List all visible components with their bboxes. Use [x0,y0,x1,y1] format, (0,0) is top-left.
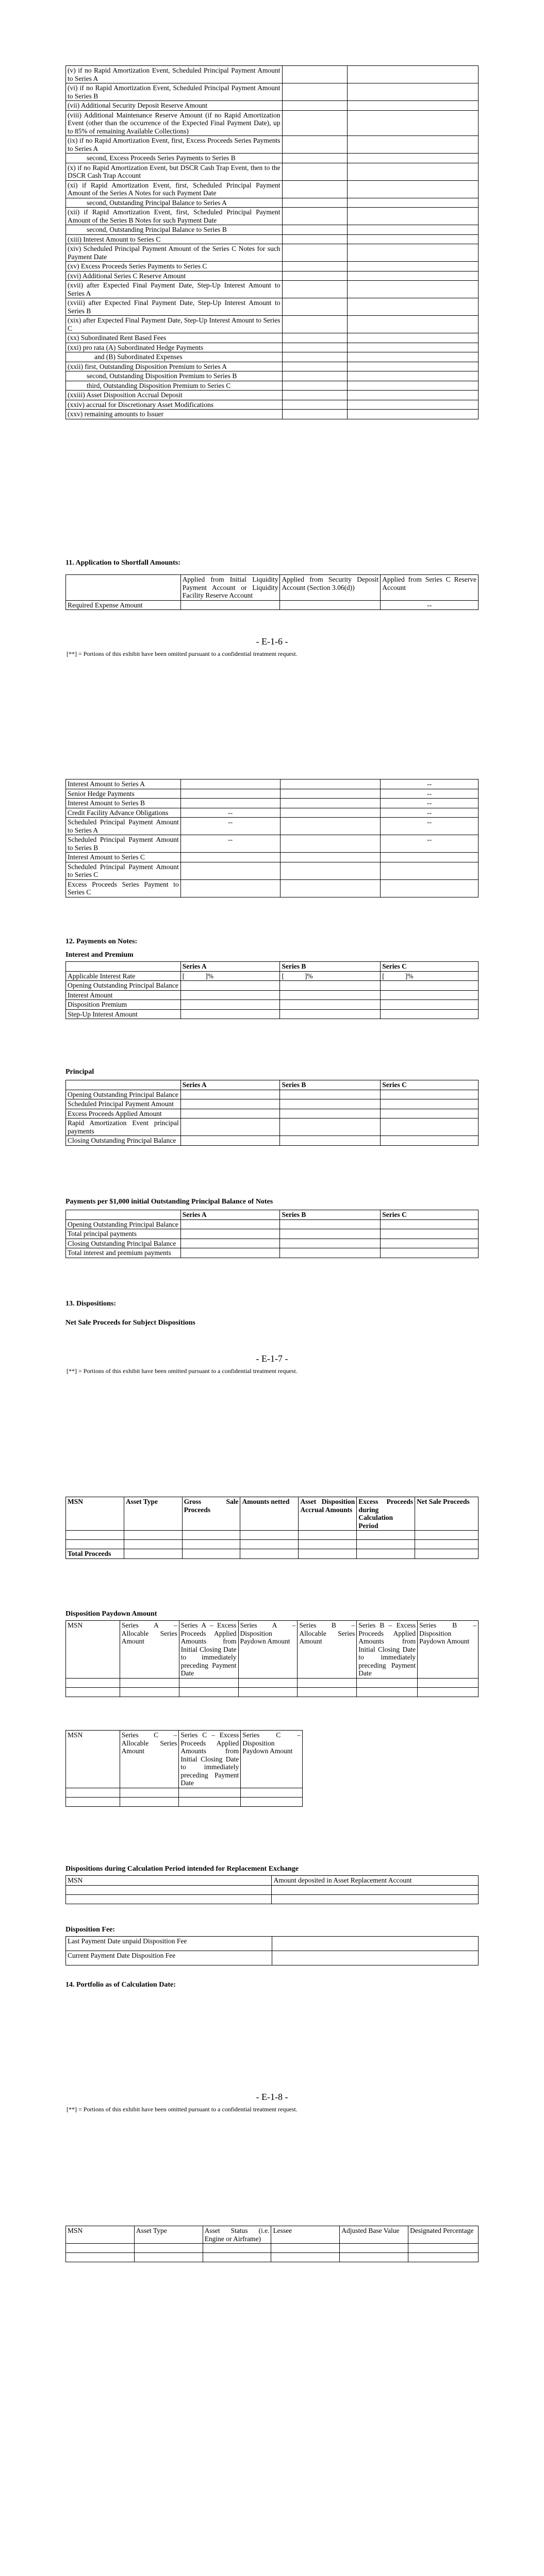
table-row: Scheduled Principal Payment Amount to Series C [66,862,479,879]
table-cell [348,225,479,235]
table-row: Total Proceeds [66,1549,479,1559]
table-row: (xvi) Additional Series C Reserve Amount [66,271,479,281]
table-cell [66,1894,272,1904]
table-cell [348,391,479,400]
table-cell [381,1219,479,1229]
table-row: MSN Amount deposited in Asset Replacement Account [66,1876,479,1886]
table-cell [282,352,348,362]
table-cell [418,1678,479,1687]
table-cell [179,1678,238,1687]
table-cell [280,862,381,879]
table-cell [179,1687,238,1697]
table-cell [180,1000,280,1010]
table-row: (xv) Excess Proceeds Series Payments to Series C [66,262,479,272]
table-row: third, Outstanding Disposition Premium to Series C [66,381,479,391]
table-cell [180,600,280,610]
replacement-table [65,1875,479,1904]
table-cell [280,1239,381,1248]
footnote: [**] = Portions of this exhibit have been omitted pursuant to a confidential treatment request. [67,650,298,657]
table-row: Rapid Amortization Event principal payments [66,1118,479,1136]
table-row: (xii) if Rapid Amortization Event, first, Scheduled Principal Payment Amount of the Series B Notes for such Payment Date [66,208,479,225]
table-cell [180,789,280,799]
table-cell [381,981,479,991]
table-row [66,1678,479,1687]
table-cell [282,225,348,235]
table-cell [180,779,280,789]
table-cell [280,789,381,799]
table-row: Scheduled Principal Payment Amount to Series A -- -- [66,818,479,835]
table-cell [348,343,479,352]
table-cell [298,1678,357,1687]
table-cell [348,410,479,419]
table-row: Opening Outstanding Principal Balance [66,981,479,991]
table-row: (xi) if Rapid Amortization Event, first, Scheduled Principal Payment Amount of the Series A Notes for such Payment Date [66,180,479,198]
table-row: (ix) if no Rapid Amortization Event, first, Excess Proceeds Series Payments to Series A [66,136,479,154]
disposition-table [65,1497,479,1559]
table-cell [299,1531,357,1540]
table-row: Applicable Interest Rate [ ]% [ ]% [ ]% [66,971,479,981]
table-cell [381,1136,479,1146]
table-cell [348,244,479,262]
table-cell [298,1687,357,1697]
table-row: Series A Series B Series C [66,1080,479,1090]
table-row: MSN Asset Type Gross Sale Proceeds Amounts netted Asset Disposition Accrual Amounts Excess Proceeds during Calculation Period Net Sale Proceeds [66,1497,479,1531]
table-cell [280,990,381,1000]
table-cell [282,391,348,400]
table-row: (vii) Additional Security Deposit Reserve Amount [66,101,479,111]
table-cell [203,2253,271,2262]
table-cell [408,2244,479,2253]
table-cell [66,1210,181,1220]
table-row: MSN Series A – Allocable Series Amount Series A – Excess Proceeds Applied Amounts from Initial Closing Date to immediately preceding Payment Date Series A – Disposition Paydown Amount Series B – Allocable Series Amount Series B – Excess Proceeds Applied Amounts from Initial Closing Date to immediately preceding Payment Date Series B – Disposition Paydown Amount [66,1621,479,1679]
table-cell [282,316,348,333]
table-cell [280,799,381,808]
table-row: (xiv) Scheduled Principal Payment Amount of the Series C Notes for such Payment Date [66,244,479,262]
table-cell [381,1090,479,1099]
table-cell [282,180,348,198]
table-cell [271,2253,340,2262]
table-cell [282,298,348,316]
table-cell [280,1090,381,1099]
table-cell [348,110,479,136]
table-row [66,1797,303,1806]
table-row: Opening Outstanding Principal Balance [66,1219,479,1229]
table-cell [357,1531,415,1540]
section-12-heading: 12. Payments on Notes: [65,938,138,945]
table-cell [124,1531,182,1540]
table-row: (xxi) pro rata (A) Subordinated Hedge Payments [66,343,479,352]
table-row: second, Excess Proceeds Series Payments to Series B [66,154,479,163]
table-cell [280,1000,381,1010]
table-cell [120,1788,179,1797]
table-row: Last Payment Date unpaid Disposition Fee [66,1937,479,1951]
table-cell [282,110,348,136]
rate-series-c: [ ]% [381,971,479,981]
table-cell [280,600,381,610]
table-cell [66,1678,120,1687]
table-row [66,1885,479,1894]
table-cell [408,2253,479,2262]
table-cell [66,1797,120,1806]
table-row [66,1788,303,1797]
table-row: (xviii) after Expected Final Payment Date, Step-Up Interest Amount to Series B [66,298,479,316]
table-cell [282,271,348,281]
table-row: Disposition Premium [66,1000,479,1010]
table-cell [282,101,348,111]
table-cell [282,381,348,391]
table-cell [348,362,479,371]
table-cell [272,1885,479,1894]
table-cell [124,1540,182,1549]
table-cell [348,198,479,208]
table-cell [381,879,479,897]
table-cell [272,1951,478,1965]
table-row: Closing Outstanding Principal Balance [66,1239,479,1248]
table-row [66,1540,479,1549]
table-cell [280,1109,381,1118]
table-cell [282,343,348,352]
table-cell [357,1540,415,1549]
table-cell [381,1248,479,1258]
table-row: Series A Series B Series C [66,1210,479,1220]
table-cell [280,853,381,862]
table-cell [280,1099,381,1109]
table-row: second, Outstanding Principal Balance to Series B [66,225,479,235]
table-row: Applied from Initial Liquidity Payment Account or Liquidity Facility Reserve Account Applied from Security Deposit Account (Section 3.06(d)) Applied from Series C Reserve Account [66,575,479,601]
table-cell [203,2244,271,2253]
table-cell [180,1219,280,1229]
table-cell [182,1549,240,1559]
footnote: [**] = Portions of this exhibit have been omitted pursuant to a confidential treatment request. [67,1367,298,1375]
table-row: Scheduled Principal Payment Amount to Series B -- -- [66,835,479,853]
table-row: Senior Hedge Payments -- [66,789,479,799]
table-cell [381,1229,479,1239]
shortfall-table-continued [65,779,479,897]
table-row: (viii) Additional Maintenance Reserve Amount (if no Rapid Amortization Event (other than the occurrence of the Expected Final Payment Date), up to 85% of remaining Available Collections) [66,110,479,136]
table-row: second, Outstanding Principal Balance to Series A [66,198,479,208]
table-cell [348,66,479,83]
footnote: [**] = Portions of this exhibit have been omitted pursuant to a confidential treatment request. [67,2106,298,2113]
table-row [66,1687,479,1697]
table-cell [282,198,348,208]
table-cell [180,1099,280,1109]
table-cell [66,2244,135,2253]
table-row: (xvii) after Expected Final Payment Date, Step-Up Interest Amount to Series A [66,281,479,298]
table-cell [348,154,479,163]
table-row: (xxiv) accrual for Discretionary Asset Modifications [66,400,479,410]
table-cell [282,163,348,180]
table-cell [282,136,348,154]
table-cell [282,281,348,298]
table-cell [381,990,479,1000]
table-cell [348,180,479,198]
table-cell [241,1797,303,1806]
table-cell [282,400,348,410]
table-cell [357,1687,418,1697]
table-cell [134,2244,203,2253]
table-cell [348,163,479,180]
table-cell [280,1118,381,1136]
table-cell [180,862,280,879]
table-cell [340,2253,408,2262]
disposition-fee-heading: Disposition Fee: [65,1926,116,1934]
table-cell [180,1090,280,1099]
table-cell [415,1531,479,1540]
table-cell [348,333,479,343]
table-cell [415,1549,479,1559]
table-row: Series A Series B Series C [66,962,479,972]
table-row: (xxii) first, Outstanding Disposition Premium to Series A [66,362,479,371]
table-row: (x) if no Rapid Amortization Event, but DSCR Cash Trap Event, then to the DSCR Cash Trap Account [66,163,479,180]
table-cell [180,1248,280,1258]
table-row: (v) if no Rapid Amortization Event, Scheduled Principal Payment Amount to Series A [66,66,479,83]
table-row [66,2244,479,2253]
table-row: MSN Series C – Allocable Series Amount Series C – Excess Proceeds Applied Amounts from Initial Closing Date to immediately preceding Payment Date Series C – Disposition Paydown Amount [66,1731,303,1788]
table-cell [240,1549,299,1559]
table-cell [180,1136,280,1146]
waterfall-table [65,65,479,419]
table-cell [340,2244,408,2253]
interest-premium-heading: Interest and Premium [65,951,134,959]
disposition-fee-table [65,1936,479,1965]
table-cell [240,1540,299,1549]
table-cell [180,1118,280,1136]
table-row: Interest Amount to Series A -- [66,779,479,789]
shortfall-table-top [65,574,479,610]
table-cell [415,1540,479,1549]
table-cell [66,575,181,601]
table-row: Excess Proceeds Series Payment to Series C [66,879,479,897]
table-cell [348,371,479,381]
table-cell [66,1540,124,1549]
per-1000-table [65,1210,479,1258]
table-cell [282,154,348,163]
table-row [66,1531,479,1540]
table-cell [348,400,479,410]
table-cell [280,1009,381,1019]
table-cell [238,1678,298,1687]
table-cell [280,879,381,897]
principal-table [65,1080,479,1146]
table-row: second, Outstanding Disposition Premium to Series B [66,371,479,381]
table-cell [134,2253,203,2262]
table-cell [348,136,479,154]
table-cell [381,1118,479,1136]
table-cell [280,1219,381,1229]
table-row: Current Payment Date Disposition Fee [66,1951,479,1965]
table-cell [381,1109,479,1118]
table-cell [348,271,479,281]
table-cell [381,1099,479,1109]
table-row [66,1894,479,1904]
table-row: Opening Outstanding Principal Balance [66,1090,479,1099]
table-cell [282,262,348,272]
table-cell [280,1248,381,1258]
table-row: Interest Amount [66,990,479,1000]
table-cell [348,352,479,362]
table-cell [348,298,479,316]
table-row: Total principal payments [66,1229,479,1239]
rate-series-a: [ ]% [180,971,280,981]
rate-series-b: [ ]% [280,971,381,981]
per-1000-heading: Payments per $1,000 initial Outstanding Principal Balance of Notes [65,1198,273,1206]
paydown-heading: Disposition Paydown Amount [65,1610,157,1618]
table-cell [66,1788,120,1797]
table-cell [282,66,348,83]
table-cell [282,371,348,381]
table-row: MSN Asset Type Asset Status (i.e. Engine or Airframe) Lessee Adjusted Base Value Designated Percentage [66,2226,479,2244]
table-cell [180,853,280,862]
page-number: - E-1-6 - [256,636,288,647]
table-cell [280,1136,381,1146]
table-cell [66,1080,181,1090]
table-row: Total interest and premium payments [66,1248,479,1258]
table-row: (xxiii) Asset Disposition Accrual Deposit [66,391,479,400]
table-cell [180,1009,280,1019]
table-cell [357,1549,415,1559]
paydown-table-ab [65,1620,479,1697]
table-row: Interest Amount to Series C [66,853,479,862]
table-cell [180,1239,280,1248]
table-cell [348,234,479,244]
table-row: Step-Up Interest Amount [66,1009,479,1019]
table-cell [180,879,280,897]
table-cell [381,862,479,879]
table-row: Closing Outstanding Principal Balance [66,1136,479,1146]
section-11-heading: 11. Application to Shortfall Amounts: [65,559,180,567]
table-cell [182,1531,240,1540]
section-13-heading: 13. Dispositions: [65,1300,117,1308]
table-cell [241,1788,303,1797]
table-cell [381,853,479,862]
paydown-table-c [65,1730,303,1807]
table-cell [272,1937,478,1951]
table-cell [179,1788,241,1797]
table-row: and (B) Subordinated Expenses [66,352,479,362]
table-cell [299,1549,357,1559]
portfolio-table [65,2226,479,2262]
table-row: Credit Facility Advance Obligations -- -- [66,808,479,818]
table-cell [381,1239,479,1248]
table-cell [238,1687,298,1697]
table-cell [348,381,479,391]
table-cell [280,779,381,789]
table-cell [66,1687,120,1697]
table-cell [381,1009,479,1019]
table-cell [348,101,479,111]
table-cell [282,244,348,262]
table-row: Required Expense Amount -- [66,600,479,610]
table-cell [180,981,280,991]
table-cell [348,281,479,298]
table-cell [66,1885,272,1894]
table-cell [282,333,348,343]
table-cell [66,2253,135,2262]
principal-heading: Principal [65,1068,94,1076]
table-cell [280,818,381,835]
table-cell [280,1229,381,1239]
table-cell [282,410,348,419]
page-number: - E-1-8 - [256,2092,288,2102]
net-sale-proceeds-heading: Net Sale Proceeds for Subject Dispositions [65,1319,195,1327]
table-cell [240,1531,299,1540]
table-row [66,2253,479,2262]
table-cell [348,208,479,225]
table-cell [280,808,381,818]
table-cell [120,1678,179,1687]
table-cell [280,981,381,991]
table-cell [348,316,479,333]
table-row: (xx) Subordinated Rent Based Fees [66,333,479,343]
table-cell [271,2244,340,2253]
table-cell [120,1797,179,1806]
table-row: (xxv) remaining amounts to Issuer [66,410,479,419]
table-cell [280,835,381,853]
table-cell [180,799,280,808]
table-cell [66,1531,124,1540]
table-cell [348,83,479,101]
table-row: (vi) if no Rapid Amortization Event, Scheduled Principal Payment Amount to Series B [66,83,479,101]
table-cell [272,1894,479,1904]
table-row: Scheduled Principal Payment Amount [66,1099,479,1109]
table-cell [282,362,348,371]
table-cell [357,1678,418,1687]
table-cell [120,1687,179,1697]
table-cell [180,1109,280,1118]
table-cell [179,1797,241,1806]
table-cell [299,1540,357,1549]
table-cell [282,83,348,101]
table-cell [282,208,348,225]
table-row: (xiii) Interest Amount to Series C [66,234,479,244]
table-cell [348,262,479,272]
table-row: (xix) after Expected Final Payment Date, Step-Up Interest Amount to Series C [66,316,479,333]
table-cell [180,990,280,1000]
table-cell [282,234,348,244]
section-14-heading: 14. Portfolio as of Calculation Date: [65,1981,176,1989]
table-row: Interest Amount to Series B -- [66,799,479,808]
interest-table [65,961,479,1019]
table-cell [124,1549,182,1559]
table-row: Excess Proceeds Applied Amount [66,1109,479,1118]
table-cell [66,962,181,972]
table-cell [418,1687,479,1697]
replacement-heading: Dispositions during Calculation Period intended for Replacement Exchange [65,1865,299,1873]
page-number: - E-1-7 - [256,1353,288,1364]
table-cell [182,1540,240,1549]
table-cell [180,1229,280,1239]
table-cell [381,1000,479,1010]
